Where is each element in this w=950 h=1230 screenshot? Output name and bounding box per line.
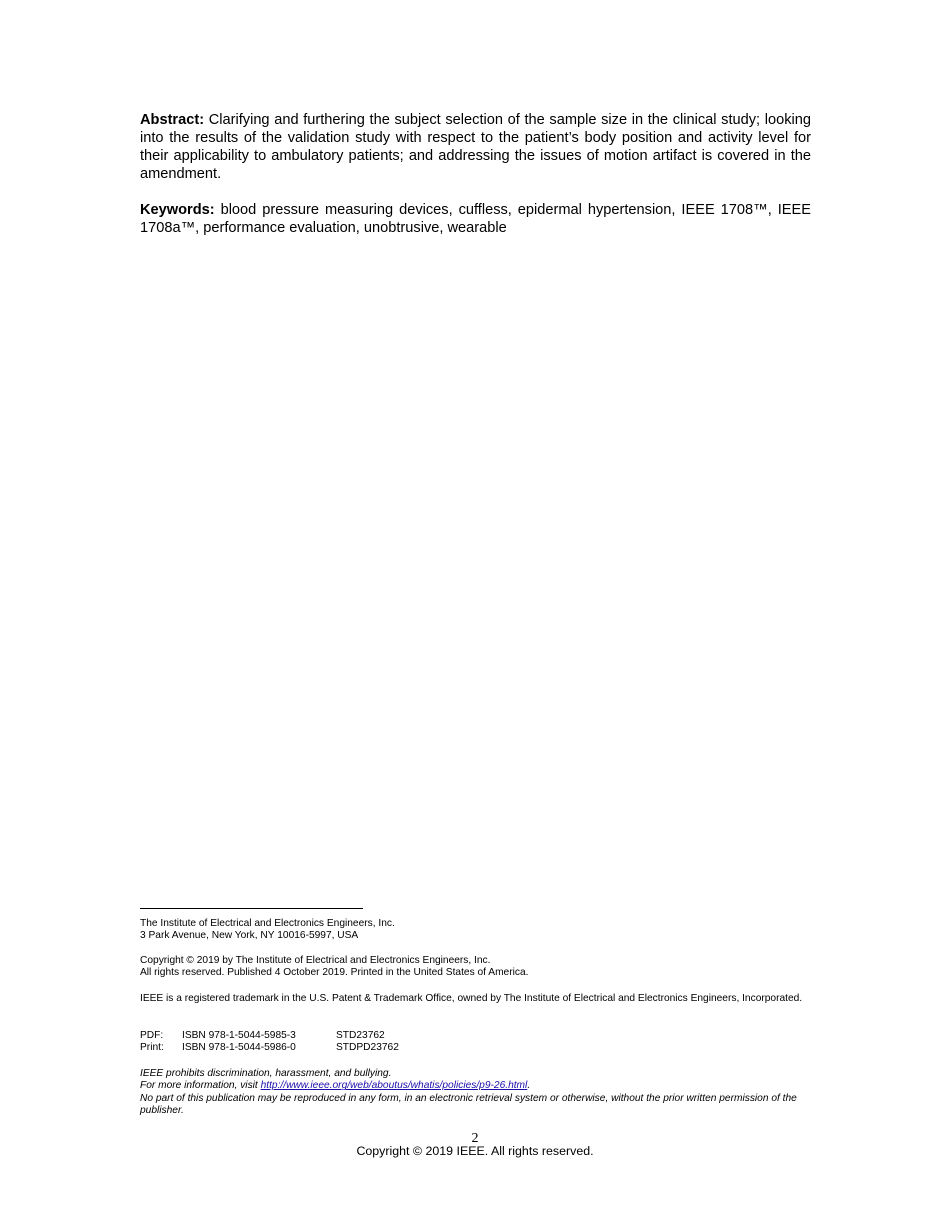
abstract-label: Abstract: [140,112,205,128]
abstract-text: Clarifying and furthering the subject selection of the sample size in the clinical study; looking into the results of the validation study with respect to the patient’s body position and activity level for their applicability to ambulatory patients; and addressing the issues of motion artifact is covered in the amendment. [140,112,811,182]
more-info-prefix: For more information, visit [140,1080,261,1092]
isbn-code: STD23762 [336,1030,385,1041]
isbn-code: STDPD23762 [336,1042,399,1054]
isbn-row-print [140,1042,812,1054]
isbn-row-pdf [140,1030,812,1042]
abstract-paragraph [140,111,811,183]
rights-line: All rights reserved. Published 4 October 2019. Printed in the United States of America. [140,967,529,979]
isbn-format: Print: [140,1042,164,1054]
trademark-notice: IEEE is a registered trademark in the U.S. Patent & Trademark Office, owned by The Institute of Electrical and Electronics Engineers, Incorporated. [140,993,803,1004]
isbn-number: ISBN 978-1-5044-5985-3 [182,1030,296,1041]
more-info-suffix: . [527,1080,531,1092]
discrimination-policy: IEEE prohibits discrimination, harassment, and bullying. [140,1068,392,1079]
isbn-table [140,1030,812,1055]
publisher-address [140,918,812,943]
page-number: 2 [471,1131,479,1146]
keywords-label: Keywords: [140,202,215,218]
copyright-line: Copyright © 2019 by The Institute of Electrical and Electronics Engineers, Inc. [140,955,491,966]
policy-notice [140,1068,812,1118]
footer-copyright: Copyright © 2019 IEEE. All rights reserved. [356,1144,594,1158]
publisher-name: The Institute of Electrical and Electronics Engineers, Inc. [140,918,395,929]
publisher-street: 3 Park Avenue, New York, NY 10016-5997, USA [140,930,359,942]
reproduction-notice: No part of this publication may be reproduced in any form, in an electronic retrieval system or otherwise, without the prior written permission of the publisher. [140,1092,797,1117]
isbn-number: ISBN 978-1-5044-5986-0 [182,1042,296,1054]
copyright-statement [140,955,812,980]
policy-link[interactable]: http://www.ieee.org/web/aboutus/whatis/policies/p9-26.html [260,1080,528,1092]
isbn-format: PDF: [140,1030,164,1041]
more-info-line [140,1080,812,1092]
footnote-divider [140,908,363,909]
keywords-paragraph [140,201,811,237]
keywords-text: blood pressure measuring devices, cuffless, epidermal hypertension, IEEE 1708™, IEEE 1708a™, performance evaluation, unobtrusive, wearable [140,202,811,236]
